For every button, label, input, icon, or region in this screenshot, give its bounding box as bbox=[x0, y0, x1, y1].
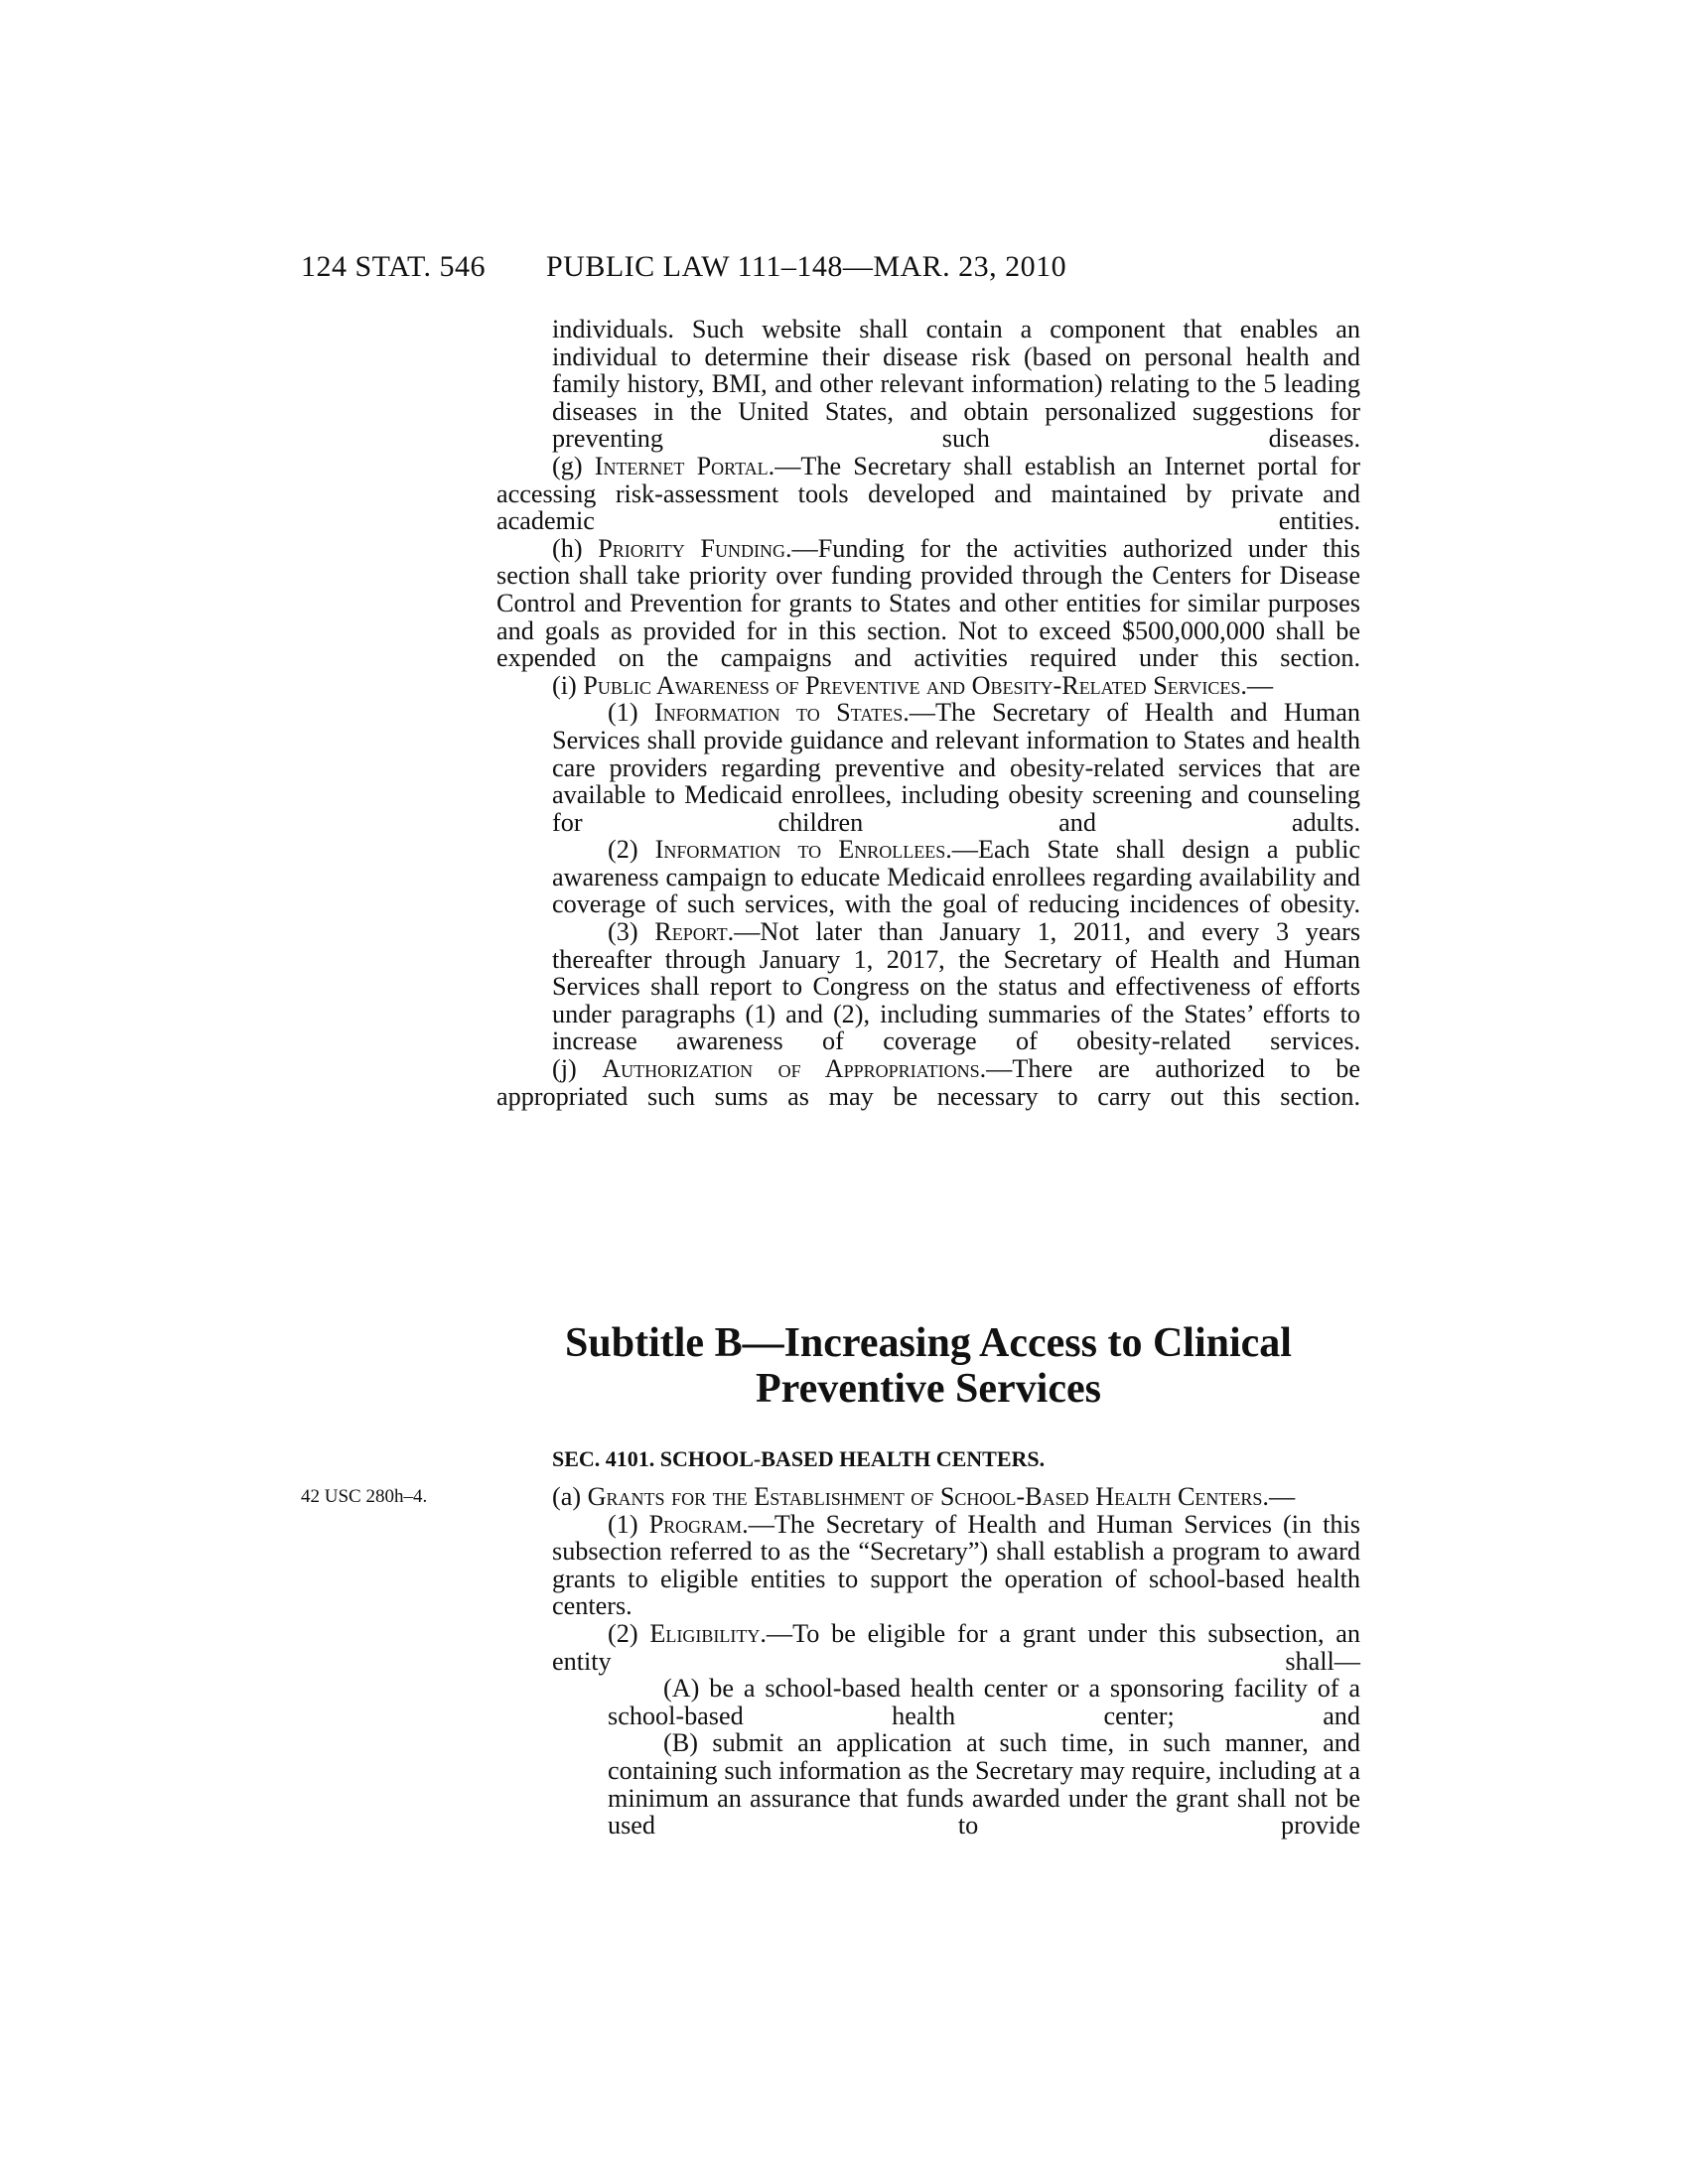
subtitle-heading bbox=[496, 1320, 1360, 1412]
subsection-i-paragraph-2: (2) Information to Enrollees.—Each State shall design a public awareness campaign to educate Medicaid enrollees regarding availability and coverage of such services, with the goal of reducing incidences of obesity. bbox=[552, 835, 1361, 919]
subsection-a-marker: (a) bbox=[552, 1482, 582, 1511]
subsection-j-heading: Authorization of Appropriations bbox=[602, 1054, 980, 1084]
section-paragraph-1-marker: (1) bbox=[608, 1509, 638, 1539]
page-reference: 124 STAT. 546 bbox=[301, 250, 487, 283]
subsection-h-heading: Priority Funding bbox=[598, 533, 785, 563]
paragraph-2-text: Each State shall design a public awareness campaign to educate Medicaid enrollees regarding availability and coverage of such services, with the goal of reducing incidences of obesity. bbox=[552, 835, 1361, 919]
paragraph-3-heading: Report bbox=[654, 917, 728, 947]
subsection-i-heading: Public Awareness of Preventive and Obesity-Related Services bbox=[583, 670, 1241, 700]
subsection-j-text: There are authorized to be appropriated such sums as may be necessary to carry out this section. bbox=[496, 1054, 1360, 1111]
section-subparagraph-B bbox=[496, 1729, 1360, 1839]
section-paragraph-2: (2) Eligibility.—To be eligible for a grant under this subsection, an entity shall— bbox=[552, 1618, 1361, 1676]
subsection-g-heading: Internet Portal bbox=[594, 451, 769, 480]
subsection-i-paragraph-3: (3) Report.—Not later than January 1, 2011, and every 3 years thereafter through January 1, 2017, the Secretary of Health and Human Services shall report to Congress on the status and effectiveness of efforts under paragraphs (1) and (2), including summaries of the States’ efforts to increase awareness of coverage of obesity-related services. bbox=[552, 917, 1361, 1056]
section-paragraph-2-text: To be eligible for a grant under this subsection, an entity shall— bbox=[552, 1618, 1361, 1676]
subparagraph-A-marker: (A) bbox=[663, 1674, 700, 1704]
section-subparagraph-A bbox=[496, 1675, 1360, 1729]
paragraph-1-marker: (1) bbox=[608, 698, 638, 728]
subsection-i: (i) Public Awareness of Preventive and Obesity-Related Services.— bbox=[552, 670, 1274, 700]
paragraph-3-text: Not later than January 1, 2011, and every 3 years thereafter through January 1, 2017, the Secretary of Health and Human Services shall report to Congress on the status and effectiveness of efforts under paragraphs (1) and (2), including summaries of the States’ efforts to increase awareness of coverage of obesity-related services. bbox=[552, 917, 1361, 1056]
margin-citation: 42 USC 280h–4. bbox=[301, 1486, 428, 1507]
subsection-j-marker: (j) bbox=[552, 1054, 577, 1084]
subsection-h: (h) Priority Funding.—Funding for the activities authorized under this section shall take priority over funding provided through the Centers for Disease Control and Prevention for grants to States and other entities for similar purposes and goals as provided for in this section. Not to exceed $500,000,000 shall be expended on the campaigns and activities required under this section. bbox=[496, 533, 1360, 673]
section-paragraph-1-heading: Program bbox=[648, 1509, 743, 1539]
main-text-column bbox=[496, 316, 1360, 1110]
section-text-column bbox=[496, 1483, 1360, 1840]
paragraph-2-marker: (2) bbox=[608, 835, 638, 865]
paragraph-3-marker: (3) bbox=[608, 917, 638, 947]
subsection-j: (j) Authorization of Appropriations.—There are authorized to be appropriated such sums as may be necessary to carry out this section. bbox=[496, 1054, 1360, 1111]
section-paragraph-2-marker: (2) bbox=[608, 1618, 638, 1648]
section-paragraph-2-heading: Eligibility bbox=[649, 1618, 761, 1648]
section-paragraph-1: (1) Program.—The Secretary of Health and Human Services (in this subsection referred to as the “Secretary”) shall establish a program to award grants to eligible entities to support the operation of school-based health centers. bbox=[552, 1509, 1360, 1621]
paragraph-1-text: The Secretary of Health and Human Services shall provide guidance and relevant information to States and health care providers regarding preventive and obesity-related services that are available to Medicaid enrollees, including obesity screening and counseling for children and adults. bbox=[552, 698, 1360, 837]
section-heading: SEC. 4101. SCHOOL-BASED HEALTH CENTERS. bbox=[552, 1446, 1046, 1471]
subsection-g-text: The Secretary shall establish an Internet portal for accessing risk-assessment tools developed and maintained by private and academic entities. bbox=[496, 451, 1360, 536]
subparagraph-B-text: submit an application at such time, in such manner, and containing such information as the Secretary may require, including at a minimum an assurance that funds awarded under the grant shall not be used to provide bbox=[608, 1728, 1360, 1841]
continuation-text: individuals. Such website shall contain a component that enables an individual to determine their disease risk (based on personal health and family history, BMI, and other relevant information) relating to the 5 leading diseases in the United States, and obtain personalized suggestions for preventing such diseases. bbox=[552, 315, 1360, 454]
paragraph-1-heading: Information to States bbox=[653, 698, 904, 728]
section-subsection-a: (a) Grants for the Establishment of School-Based Health Centers.— bbox=[552, 1482, 1296, 1511]
continuation-paragraph bbox=[496, 316, 1360, 453]
subsection-i-paragraph-1: (1) Information to States.—The Secretary of Health and Human Services shall provide guidance and relevant information to States and health care providers regarding preventive and obesity-related services that are available to Medicaid enrollees, including obesity screening and counseling for children and adults. bbox=[552, 698, 1360, 837]
subtitle-line-2: Preventive Services bbox=[756, 1366, 1101, 1412]
section-paragraph-1-text: The Secretary of Health and Human Services (in this subsection referred to as the “Secretary”) shall establish a program to award grants to eligible entities to support the operation of school-based health centers. bbox=[552, 1509, 1360, 1621]
subparagraph-A-text: be a school-based health center or a sponsoring facility of a school-based health center; and bbox=[608, 1674, 1361, 1730]
running-head: PUBLIC LAW 111–148—MAR. 23, 2010 bbox=[546, 250, 1067, 283]
paragraph-2-heading: Information to Enrollees bbox=[654, 835, 946, 865]
subsection-i-marker: (i) bbox=[552, 670, 577, 700]
subsection-g: (g) Internet Portal.—The Secretary shall establish an Internet portal for accessing risk-assessment tools developed and maintained by private and academic entities. bbox=[496, 451, 1360, 536]
subtitle-line-1: Subtitle B—Increasing Access to Clinical bbox=[565, 1320, 1292, 1366]
subsection-g-marker: (g) bbox=[552, 451, 583, 480]
subparagraph-B-marker: (B) bbox=[663, 1728, 698, 1758]
subsection-h-text: Funding for the activities authorized under this section shall take priority over funding provided through the Centers for Disease Control and Prevention for grants to States and other entities for similar purposes and goals as provided for in this section. Not to exceed $500,000,000 shall be expended on the campaigns and activities required under this section. bbox=[496, 533, 1360, 673]
page-header bbox=[301, 250, 1363, 286]
subsection-a-heading: Grants for the Establishment of School-Based Health Centers bbox=[587, 1482, 1263, 1511]
subsection-h-marker: (h) bbox=[552, 533, 583, 563]
